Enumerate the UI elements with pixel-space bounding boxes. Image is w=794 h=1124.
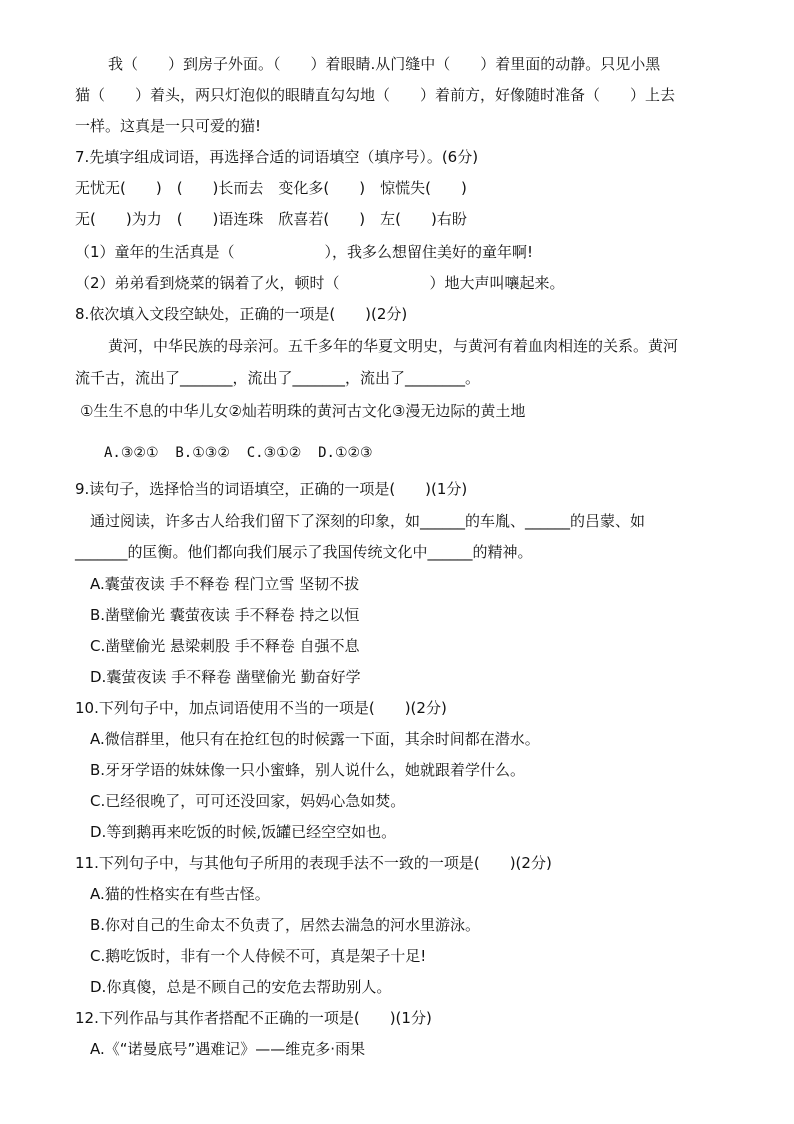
question-10-option-c: C.已经很晚了，可可还没回家，妈妈心急如焚。: [90, 792, 406, 810]
question-12-option-a: A.《“诺曼底号”遇难记》——维克多·雨果: [90, 1040, 366, 1058]
question-10-option-b: B.牙牙学语的妹妹像一只小蜜蜂，别人说什么，她就跟着学什么。: [90, 761, 526, 779]
question-9-option-b: B.凿壁偷光 囊萤夜读 手不释卷 持之以恒: [90, 606, 360, 624]
question-11-option-b: B.你对自己的生命太不负责了，居然去湍急的河水里游泳。: [90, 916, 481, 934]
question-11-option-a: A.猫的性格实在有些古怪。: [90, 885, 270, 903]
question-8-passage-line-2: 流千古，流出了_______，流出了_______，流出了________。: [75, 369, 481, 387]
question-7-title: 7.先填字组成词语，再选择合适的词语填空（填序号）。(6分): [75, 148, 479, 166]
question-7-sentence-1: （1）童年的生活真是（ ），我多么想留住美好的童年啊!: [75, 243, 534, 261]
question-10-title: 10.下列句子中，加点词语使用不当的一项是( )(2分): [75, 699, 447, 717]
question-9-passage-line-2: _______的匡衡。他们都向我们展示了我国传统文化中______的精神。: [75, 543, 533, 561]
question-7-words-row-1: 无忧无( ) ( )长而去 变化多( ) 惊慌失( ): [75, 179, 467, 197]
passage-line-1: 我（ ）到房子外面。（ ）着眼睛.从门缝中（ ）着里面的动静。只见小黑: [108, 55, 661, 73]
question-9-option-a: A.囊萤夜读 手不释卷 程门立雪 坚韧不拔: [90, 575, 360, 593]
question-8-title: 8.依次填入文段空缺处，正确的一项是( )(2分): [75, 305, 408, 323]
question-11-option-c: C.鹅吃饭时，非有一个人侍候不可，真是架子十足!: [90, 947, 427, 965]
question-7-words-row-2: 无( )为力 ( )语连珠 欣喜若( ) 左( )右盼: [75, 210, 467, 228]
question-8-items: ①生生不息的中华儿女②灿若明珠的黄河古文化③漫无边际的黄土地: [80, 402, 526, 420]
question-9-option-c: C.凿壁偷光 悬梁刺股 手不释卷 自强不息: [90, 637, 360, 655]
question-11-option-d: D.你真傻，总是不顾自己的安危去帮助别人。: [90, 978, 392, 996]
passage-line-2: 猫（ ）着头，两只灯泡似的眼睛直勾勾地（ ）着前方，好像随时准备（ ）上去: [75, 86, 676, 104]
question-12-title: 12.下列作品与其作者搭配不正确的一项是( )(1分): [75, 1009, 432, 1027]
question-10-option-a: A.微信群里，他只有在抢红包的时候露一下面，其余时间都在潜水。: [90, 730, 540, 748]
question-8-options: A.③②① B.①③② C.③①② D.①②③: [104, 445, 373, 461]
passage-line-3: 一样。这真是一只可爱的猫!: [75, 117, 262, 135]
question-10-option-d: D.等到鹅再来吃饭的时候,饭罐已经空空如也。: [90, 823, 397, 841]
question-7-sentence-2: （2）弟弟看到烧菜的锅着了火，顿时（ ）地大声叫嚷起来。: [75, 274, 565, 292]
question-8-passage-line-1: 黄河，中华民族的母亲河。五千多年的华夏文明史，与黄河有着血肉相连的关系。黄河: [108, 337, 679, 355]
question-9-title: 9.读句子，选择恰当的词语填空，正确的一项是( )(1分): [75, 480, 468, 498]
question-9-passage-line-1: 通过阅读，许多古人给我们留下了深刻的印象，如______的车胤、______的吕蒙、如: [90, 512, 646, 530]
question-9-option-d: D.囊萤夜读 手不释卷 凿壁偷光 勤奋好学: [90, 668, 361, 686]
question-11-title: 11.下列句子中，与其他句子所用的表现手法不一致的一项是( )(2分): [75, 854, 552, 872]
